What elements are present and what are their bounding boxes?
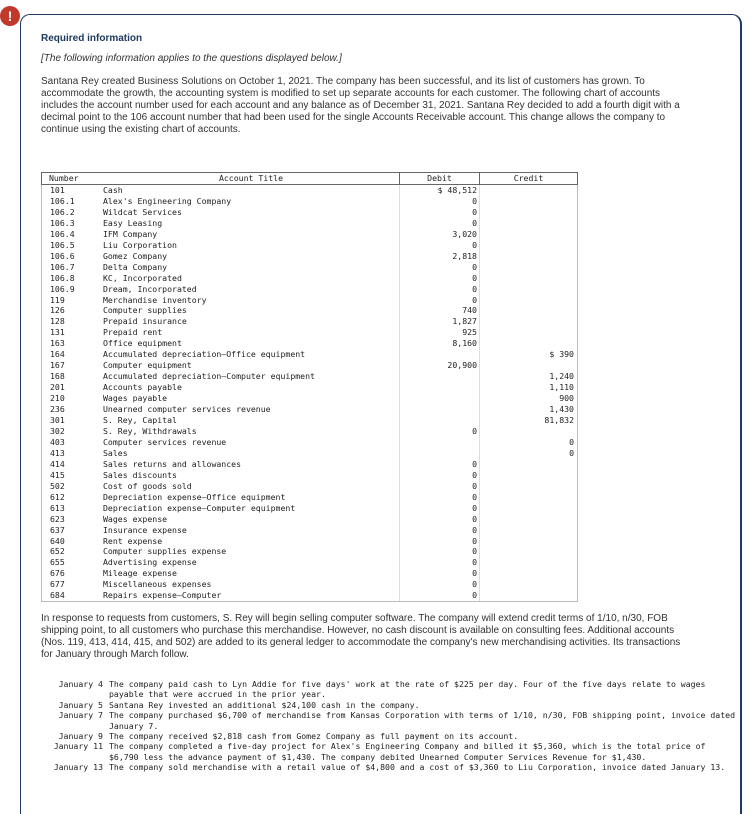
- debit-amount: 0: [400, 240, 480, 251]
- table-row: [42, 305, 578, 316]
- debit-amount: 20,900: [400, 360, 480, 371]
- table-row: [42, 426, 578, 437]
- account-title: Prepaid insurance: [103, 316, 187, 327]
- table-row: [42, 338, 578, 349]
- transaction-date: January 9: [58, 731, 103, 742]
- account-number: 301: [42, 415, 104, 426]
- table-row: [42, 371, 578, 382]
- credit-amount: [480, 360, 578, 371]
- table-row: [42, 382, 578, 393]
- table-row: [42, 284, 578, 295]
- credit-amount: [480, 207, 578, 218]
- credit-amount: [480, 185, 578, 196]
- account-number: 413: [42, 448, 104, 459]
- table-row: [42, 437, 578, 448]
- table-row: [42, 218, 578, 229]
- account-number: 637: [42, 525, 104, 536]
- account-title: Accounts payable: [103, 382, 182, 393]
- debit-amount: 0: [400, 262, 480, 273]
- table-row: [42, 448, 578, 459]
- credit-amount: [480, 327, 578, 338]
- chart-of-accounts-table: [41, 172, 578, 602]
- transaction-date: January 13: [53, 762, 103, 773]
- account-number: 106.8: [42, 273, 104, 284]
- table-row: [42, 568, 578, 579]
- credit-amount: [480, 240, 578, 251]
- credit-amount: 1,110: [480, 382, 578, 393]
- table-row: [42, 316, 578, 327]
- debit-amount: 0: [400, 579, 480, 590]
- account-title: Insurance expense: [103, 524, 187, 535]
- table-row: [42, 503, 578, 514]
- table-row: [42, 360, 578, 371]
- transaction-text: The company received $2,818 cash from Gomez Company as full payment on its account.: [109, 731, 519, 742]
- credit-amount: [480, 262, 578, 273]
- credit-amount: 900: [480, 393, 578, 404]
- debit-amount: 0: [400, 207, 480, 218]
- credit-amount: [480, 218, 578, 229]
- account-number: 168: [42, 371, 104, 382]
- account-number: 676: [42, 568, 104, 579]
- account-title: S. Rey, Withdrawals: [103, 425, 197, 436]
- account-title: Rent expense: [103, 535, 163, 546]
- table-row: [42, 393, 578, 404]
- account-title: Office equipment: [103, 338, 182, 349]
- credit-amount: $ 390: [480, 349, 578, 360]
- account-title: Depreciation expense—Computer equipment: [103, 502, 296, 513]
- table-body: [42, 185, 578, 602]
- account-number: 613: [42, 503, 104, 514]
- table-row: [42, 546, 578, 557]
- credit-amount: [480, 546, 578, 557]
- table-row: [42, 514, 578, 525]
- account-title: Computer supplies: [103, 305, 187, 316]
- credit-amount: [480, 590, 578, 601]
- table-row: [42, 251, 578, 262]
- account-title: Sales discounts: [103, 469, 177, 480]
- account-title: IFM Company: [103, 228, 158, 239]
- table-row: [42, 525, 578, 536]
- account-number: 126: [42, 305, 104, 316]
- account-number: 106.3: [42, 218, 104, 229]
- debit-amount: [400, 371, 480, 382]
- account-title: Accumulated depreciation—Office equipment: [103, 349, 306, 360]
- transaction-text: The company purchased $6,700 of merchandise from Kansas Corporation with terms of 1/10, n/30, FOB shipping point, invoice dated January 7.: [109, 710, 736, 731]
- debit-amount: 0: [400, 218, 480, 229]
- debit-amount: 0: [400, 536, 480, 547]
- account-number: 106.5: [42, 240, 104, 251]
- table-row: [42, 404, 578, 415]
- account-title: Sales: [103, 447, 128, 458]
- account-number: 164: [42, 349, 104, 360]
- account-title: Unearned computer services revenue: [103, 404, 271, 415]
- transaction-item: [45, 741, 739, 762]
- debit-amount: 3,020: [400, 229, 480, 240]
- table-row: [42, 273, 578, 284]
- credit-amount: [480, 338, 578, 349]
- account-number: 302: [42, 426, 104, 437]
- debit-amount: 0: [400, 503, 480, 514]
- debit-amount: 0: [400, 514, 480, 525]
- account-title: Advertising expense: [103, 557, 197, 568]
- account-number: 201: [42, 382, 104, 393]
- transaction-text: The company sold merchandise with a retail value of $4,800 and a cost of $3,360 to Liu Corporation, invoice dated January 13.: [109, 762, 726, 773]
- debit-amount: [400, 382, 480, 393]
- credit-amount: [480, 536, 578, 547]
- table-row: [42, 470, 578, 481]
- debit-amount: 0: [400, 295, 480, 306]
- debit-amount: 0: [400, 492, 480, 503]
- required-information-card: [20, 14, 742, 814]
- table-row: [42, 240, 578, 251]
- table-row: [42, 327, 578, 338]
- debit-amount: 0: [400, 284, 480, 295]
- debit-amount: 1,827: [400, 316, 480, 327]
- credit-amount: [480, 470, 578, 481]
- transaction-date: January 7: [58, 710, 103, 721]
- account-number: 403: [42, 437, 104, 448]
- account-number: 415: [42, 470, 104, 481]
- account-title: Gomez Company: [103, 250, 168, 261]
- debit-amount: 0: [400, 546, 480, 557]
- debit-amount: 8,160: [400, 338, 480, 349]
- account-number: 106.2: [42, 207, 104, 218]
- transactions-list: [45, 679, 739, 773]
- transaction-text: The company completed a five-day project for Alex's Engineering Company and billed it $5,360, which is the total price of $6,790 less the advance payment of $1,430. The company debited Unearned Computer Services Revenue for $1,430.: [109, 741, 706, 762]
- credit-amount: [480, 229, 578, 240]
- debit-amount: 0: [400, 481, 480, 492]
- account-number: 655: [42, 557, 104, 568]
- credit-amount: [480, 284, 578, 295]
- account-number: 106.9: [42, 284, 104, 295]
- account-number: 167: [42, 360, 104, 371]
- account-number: 163: [42, 338, 104, 349]
- credit-amount: [480, 295, 578, 306]
- credit-amount: [480, 481, 578, 492]
- account-number: 640: [42, 536, 104, 547]
- intro-section: [41, 33, 681, 136]
- account-title: Wildcat Services: [103, 206, 182, 217]
- credit-amount: [480, 492, 578, 503]
- credit-amount: [480, 251, 578, 262]
- alert-icon: !: [0, 6, 20, 26]
- account-number: 414: [42, 459, 104, 470]
- table-row: [42, 492, 578, 503]
- debit-amount: [400, 393, 480, 404]
- transaction-item: [45, 710, 739, 731]
- account-title: Repairs expense—Computer: [103, 590, 400, 601]
- table-row: [42, 459, 578, 470]
- account-title: Computer equipment: [103, 360, 192, 371]
- table-row: [42, 536, 578, 547]
- credit-amount: 81,832: [480, 415, 578, 426]
- debit-amount: 0: [400, 568, 480, 579]
- table-row: [42, 590, 578, 601]
- credit-amount: [480, 557, 578, 568]
- debit-amount: [400, 415, 480, 426]
- debit-amount: 0: [400, 557, 480, 568]
- account-number: 623: [42, 514, 104, 525]
- debit-amount: 0: [400, 525, 480, 536]
- account-title: Computer services revenue: [103, 436, 227, 447]
- account-number: 652: [42, 546, 104, 557]
- account-title: Dream, Incorporated: [103, 283, 197, 294]
- merchandising-paragraph: In response to requests from customers, S. Rey will begin selling computer software. The company will extend credit terms of 1/10, n/30, FOB shipping point, to all customers who purchase this merchandise. However, no cash discount is available on consulting fees. Additional accounts (Nos. 119, 413, 414, 415, and 502) are added to its general ledger to accommodate the company's new merchandising activities. Its transactions for January through March follow.: [41, 613, 681, 660]
- account-title: S. Rey, Capital: [103, 415, 177, 426]
- credit-amount: [480, 503, 578, 514]
- debit-amount: 0: [400, 590, 480, 601]
- account-title: Accumulated depreciation—Computer equipment: [103, 371, 315, 382]
- table-row: [42, 229, 578, 240]
- credit-amount: [480, 459, 578, 470]
- debit-amount: [400, 404, 480, 415]
- account-title: Wages expense: [103, 513, 168, 524]
- transaction-text: The company paid cash to Lyn Addie for five days' work at the rate of $225 per day. Four of the five days relate to wages payable that were accrued in the prior year.: [109, 679, 706, 700]
- debit-amount: 0: [400, 273, 480, 284]
- account-title: Wages payable: [103, 393, 168, 404]
- header-number: Number: [42, 173, 104, 185]
- account-title: Alex's Engineering Company: [103, 195, 232, 206]
- table-header-row: [42, 173, 578, 185]
- debit-amount: 2,818: [400, 251, 480, 262]
- debit-amount: [400, 349, 480, 360]
- table-row: [42, 557, 578, 568]
- account-number: 106.6: [42, 251, 104, 262]
- transaction-date: January 5: [58, 699, 103, 710]
- credit-amount: [480, 273, 578, 284]
- table-row: [42, 579, 578, 590]
- header-credit: Credit: [480, 173, 578, 185]
- debit-amount: [400, 437, 480, 448]
- debit-amount: 0: [400, 196, 480, 207]
- account-title: Cash: [103, 185, 123, 195]
- table-row: [42, 481, 578, 492]
- account-number: 210: [42, 393, 104, 404]
- credit-amount: [480, 305, 578, 316]
- credit-amount: [480, 525, 578, 536]
- transaction-item: [45, 731, 739, 741]
- account-number: 106.1: [42, 196, 104, 207]
- table-row: [42, 185, 578, 196]
- account-title: Depreciation expense—Office equipment: [103, 491, 286, 502]
- credit-amount: 0: [480, 437, 578, 448]
- account-number: 236: [42, 404, 104, 415]
- account-title: Cost of goods sold: [103, 480, 192, 491]
- account-number: 684: [42, 590, 104, 601]
- account-number: 612: [42, 492, 104, 503]
- account-title: Miscellaneous expenses: [103, 579, 212, 590]
- account-title: Mileage expense: [103, 568, 177, 579]
- debit-amount: 0: [400, 459, 480, 470]
- transaction-date: January 11: [53, 741, 103, 752]
- credit-amount: [480, 568, 578, 579]
- credit-amount: 0: [480, 448, 578, 459]
- debit-amount: 925: [400, 327, 480, 338]
- account-number: 106.7: [42, 262, 104, 273]
- section-heading: Required information: [41, 33, 143, 44]
- account-number: 119: [42, 295, 104, 306]
- debit-amount: [400, 448, 480, 459]
- table-row: [42, 262, 578, 273]
- transaction-item: [45, 762, 739, 772]
- credit-amount: 1,430: [480, 404, 578, 415]
- credit-amount: [480, 514, 578, 525]
- intro-paragraph: Santana Rey created Business Solutions on October 1, 2021. The company has been successful, and its list of customers has grown. To accommodate the growth, the accounting system is modified to set up separate accounts for each customer. The following chart of accounts includes the account number used for each account and any balance as of December 31, 2021. Santana Rey decided to add a fourth digit with a decimal point to the 106 account number that had been used for the single Accounts Receivable account. This change allows the company to continue using the existing chart of accounts.: [41, 76, 680, 135]
- transaction-text: Santana Rey invested an additional $24,100 cash in the company.: [109, 699, 420, 710]
- credit-amount: 1,240: [480, 371, 578, 382]
- credit-amount: [480, 579, 578, 590]
- account-title: Prepaid rent: [103, 327, 163, 338]
- account-title: Delta Company: [103, 261, 168, 272]
- account-number: 131: [42, 327, 104, 338]
- account-number: 502: [42, 481, 104, 492]
- transaction-date: January 4: [58, 679, 103, 689]
- debit-amount: 0: [400, 470, 480, 481]
- account-title: Liu Corporation: [103, 239, 177, 250]
- account-number: 128: [42, 316, 104, 327]
- debit-amount: 0: [400, 426, 480, 437]
- table-row: [42, 196, 578, 207]
- account-title: Merchandise inventory: [103, 294, 207, 305]
- header-account-title: Account Title: [103, 173, 400, 185]
- credit-amount: [480, 316, 578, 327]
- account-title: KC, Incorporated: [103, 272, 182, 283]
- account-title: Easy Leasing: [103, 217, 163, 228]
- account-title: Sales returns and allowances: [103, 458, 242, 469]
- account-number: 106.4: [42, 229, 104, 240]
- debit-amount: $ 48,512: [400, 185, 480, 196]
- account-number: 101: [42, 185, 104, 196]
- table-row: [42, 349, 578, 360]
- account-number: 677: [42, 579, 104, 590]
- credit-amount: [480, 426, 578, 437]
- transaction-item: [45, 700, 739, 710]
- applies-note: [The following information applies to the questions displayed below.]: [41, 53, 342, 64]
- table-row: [42, 207, 578, 218]
- account-title: Computer supplies expense: [103, 546, 227, 557]
- header-debit: Debit: [400, 173, 480, 185]
- table-row: [42, 415, 578, 426]
- credit-amount: [480, 196, 578, 207]
- debit-amount: 740: [400, 305, 480, 316]
- transaction-item: [45, 679, 739, 700]
- table-row: [42, 295, 578, 306]
